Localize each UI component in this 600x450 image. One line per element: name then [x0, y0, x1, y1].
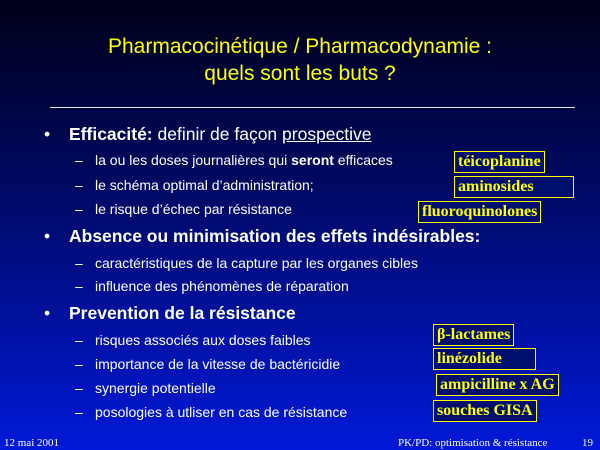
callout-gisa: souches GISA [433, 400, 537, 422]
callout-teicoplanine: téicoplanine [454, 151, 545, 173]
bullet-prevention [44, 303, 296, 324]
sub-item-posologies: – posologies à utliser en cas de résistance [75, 404, 348, 420]
slide-title [0, 33, 600, 87]
callout-aminosides: aminosides [454, 176, 574, 198]
sub-item-risque-text: le risque d’échec par résistance [95, 201, 292, 217]
sub-item-risque: – le risque d’échec par résistance [75, 201, 292, 217]
sub-item-doses-faibles: – risques associés aux doses faibles [75, 332, 311, 348]
callout-beta-lactames [433, 324, 514, 346]
bullet-efficacite-text: definir de façon [152, 124, 283, 144]
footer-title: PK/PD: optimisation & résistance [398, 437, 548, 449]
sub-item-synergie: – synergie potentielle [75, 380, 216, 396]
footer-page-number: 19 [582, 437, 593, 449]
sub-item-posologies-text: posologies à utliser en cas de résistance [95, 404, 348, 420]
sub-item-capture: – caractéristiques de la capture par les organes cibles [75, 255, 418, 271]
bullet-effets-bold: Absence ou minimisation des effets indésirables: [69, 226, 481, 246]
sub-item-schema: – le schéma optimal d’administration; [75, 177, 314, 193]
sub-item-synergie-text: synergie potentielle [95, 380, 216, 396]
title-divider [50, 107, 575, 108]
sub-item-capture-text: caractéristiques de la capture par les organes cibles [95, 255, 418, 271]
sub-item-doses-pre: la ou les doses journalières qui [95, 152, 292, 168]
bullet-dot: • [44, 124, 51, 144]
title-line-1: Pharmacocinétique / Pharmacodynamie : [107, 35, 493, 58]
beta-symbol: β [437, 326, 446, 343]
sub-item-doses-post: efficaces [333, 152, 393, 168]
bullet-prevention-bold: Prevention de la résistance [69, 303, 296, 323]
sub-item-doses: – la ou les doses journalières qui seront efficaces [75, 152, 393, 168]
bullet-efficacite-underlined: prospective [282, 124, 372, 144]
sub-item-reparation-text: influence des phénomènes de réparation [95, 278, 349, 294]
bullet-efficacite [44, 124, 372, 145]
sub-item-doses-bold: seront [291, 152, 334, 168]
bullet-dot: • [44, 226, 51, 246]
sub-item-vitesse: – importance de la vitesse de bactéricidie [75, 356, 341, 372]
callout-fluoroquinolones: fluoroquinolones [418, 201, 541, 223]
sub-item-vitesse-text: importance de la vitesse de bactéricidie [95, 356, 341, 372]
callout-linezolide: linézolide [433, 348, 536, 370]
footer-date: 12 mai 2001 [4, 437, 59, 449]
sub-item-reparation: – influence des phénomènes de réparation [75, 278, 349, 294]
callout-ampicilline: ampicilline x AG [436, 374, 559, 396]
callout-beta-lactames-text: -lactames [445, 326, 511, 343]
sub-item-doses-faibles-text: risques associés aux doses faibles [95, 332, 311, 348]
bullet-efficacite-bold: Efficacité: [69, 124, 153, 144]
bullet-effets-indesirables [44, 226, 480, 247]
title-line-2: quels sont les buts ? [204, 62, 396, 85]
sub-item-schema-text: le schéma optimal d’administration; [95, 177, 314, 193]
bullet-dot: • [44, 303, 51, 323]
